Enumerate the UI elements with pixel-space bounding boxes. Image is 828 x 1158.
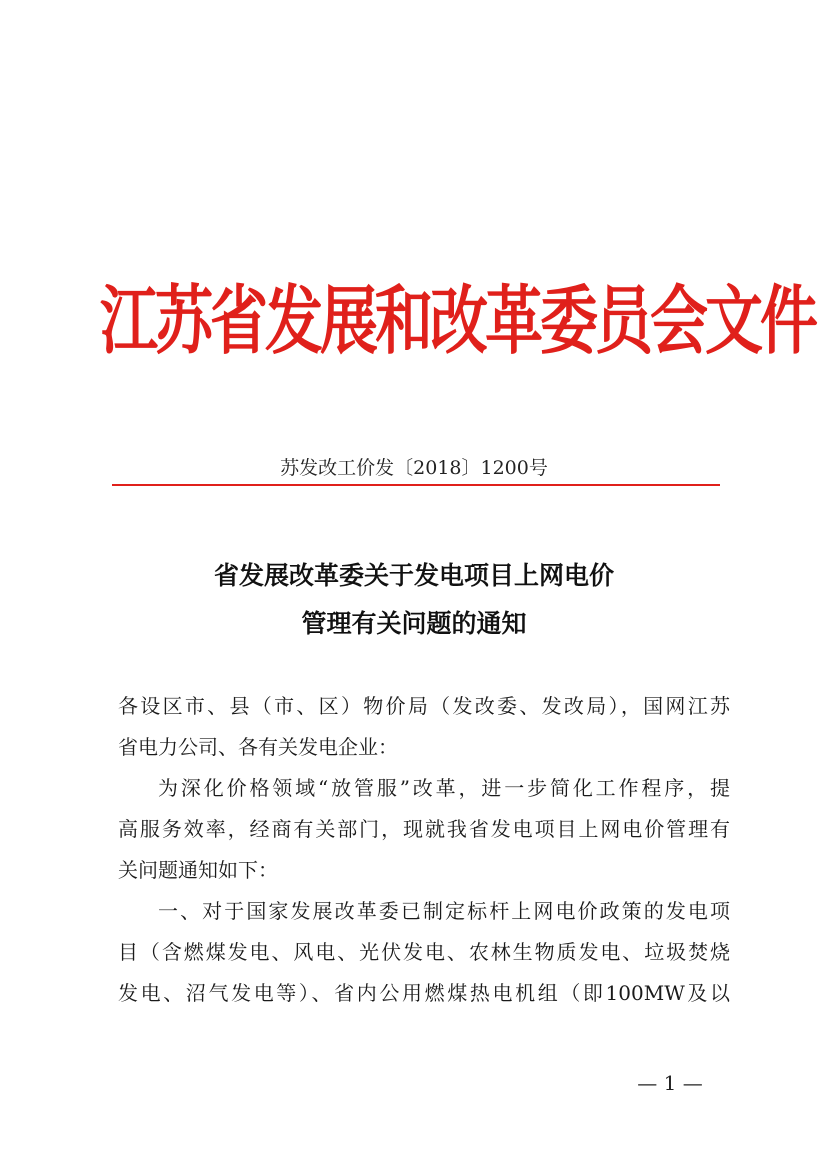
body-line: 关问题通知如下：: [118, 858, 278, 882]
body-line: 为深化价格领域“放管服”改革，进一步简化工作程序，提: [158, 776, 730, 800]
issuer-masthead: 江苏省发展和改革委员会文件: [100, 277, 816, 365]
title-line-2: 管理有关问题的通知: [301, 609, 527, 638]
page-number: — 1 —: [637, 1071, 703, 1095]
title-line-1: 省发展改革委关于发电项目上网电价: [213, 561, 614, 590]
body-line: 发电、沼气发电等）、省内公用燃煤热电机组（即100MW及以: [118, 981, 730, 1005]
body-text: [118, 686, 730, 1014]
body-line: 一、对于国家发展改革委已制定标杆上网电价政策的发电项: [158, 899, 730, 923]
body-line: 目（含燃煤发电、风电、光伏发电、农林生物质发电、垃圾焚烧: [118, 940, 730, 964]
document-number: 苏发改工价发〔2018〕1200号: [280, 457, 548, 479]
body-line: 省电力公司、各有关发电企业：: [118, 735, 398, 759]
document-title: [100, 552, 728, 648]
body-line: 各设区市、县（市、区）物价局（发改委、发改局），国网江苏: [118, 694, 730, 718]
red-divider-line: [112, 484, 720, 486]
body-line: 高服务效率，经商有关部门，现就我省发电项目上网电价管理有: [118, 817, 730, 841]
